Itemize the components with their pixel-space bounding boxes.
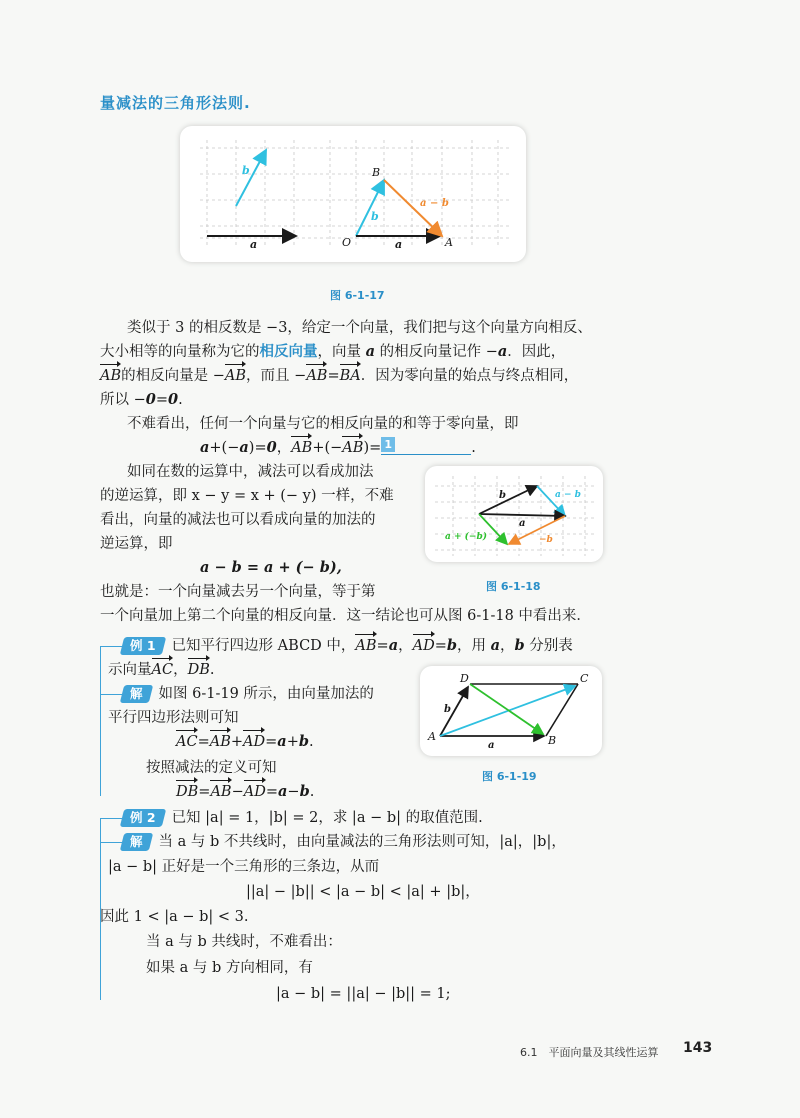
label-a-minus-b: a − b: [420, 198, 449, 209]
label-A: A: [428, 730, 436, 743]
solution2-eq2: |a − b| = ||a| − |b|| = 1;: [276, 986, 451, 1002]
text: +(−: [209, 440, 240, 456]
vector-b: [479, 486, 537, 514]
para3-equation: a − b = a + (− b),: [200, 559, 342, 576]
example2-line1: [122, 806, 483, 830]
text: +: [286, 734, 299, 750]
text: 如图 6-1-19 所示，由向量加法的: [158, 686, 374, 702]
text: =: [197, 734, 210, 750]
label-point-O: O: [342, 236, 352, 249]
label-a: a: [519, 518, 526, 529]
solution1-line1: [122, 682, 374, 706]
figure-6-1-18: [425, 466, 603, 562]
text: .: [471, 440, 476, 456]
label-b: b: [444, 704, 451, 715]
label-point-B: B: [372, 166, 381, 179]
vector-AC: [440, 686, 575, 736]
figure-6-1-17: [180, 126, 526, 262]
blank-number: 1: [381, 437, 395, 452]
text: )=: [363, 440, 382, 456]
solution2-rule: [100, 842, 124, 843]
fill-blank-1[interactable]: [381, 436, 471, 455]
solution2-eq1: ||a| − |b|| < |a − b| < |a| + |b|，: [246, 884, 480, 900]
text: .: [178, 392, 183, 408]
text: 示向量: [108, 662, 152, 678]
para3-line2: 的逆运算，即 x − y = x + (− y) 一样，不难: [100, 488, 394, 504]
solution1-rule: [100, 694, 124, 695]
text: ，: [398, 638, 413, 654]
para3-line5: 也就是：一个向量减去另一个向量，等于第: [100, 584, 376, 600]
text: ，: [276, 440, 292, 456]
text: =: [434, 638, 447, 654]
vector: a: [490, 637, 501, 654]
example1-line1: [122, 634, 573, 658]
para1-line3: [100, 364, 578, 388]
vector-DB: [470, 684, 543, 734]
tag-text: 例 2: [130, 810, 156, 825]
para3-line1: 如同在数的运算中，减法可以看成加法: [127, 464, 374, 480]
figure-6-1-19: [420, 666, 602, 756]
vector-a: [479, 514, 565, 516]
text: ，向量: [317, 344, 361, 360]
vector: b: [298, 733, 309, 750]
text: 大小相等的向量称为它的: [100, 344, 260, 360]
term-opposite-vector: 相反向量: [259, 343, 318, 360]
example1-tag: [120, 637, 166, 655]
label-a-left: a: [250, 238, 258, 251]
vector-AC: AC: [152, 658, 174, 682]
caption-6-1-18: 图 6-1-18: [486, 580, 541, 593]
text: ．因为零向量的始点与终点相同，: [360, 368, 579, 384]
vector-AB: AB: [342, 436, 363, 460]
vector-AC: AC: [176, 730, 198, 754]
vector-DB: DB: [176, 780, 198, 804]
text: 当 a 与 b 不共线时，由向量减法的三角形法则可知，|a|，|b|，: [158, 834, 566, 850]
vector: a: [388, 637, 399, 654]
zero-vector: 0: [145, 391, 156, 408]
para1-line2: [100, 340, 565, 364]
label-a-minus-b: a − b: [555, 490, 581, 500]
label-b-left: b: [242, 164, 250, 177]
vector-AB: AB: [210, 730, 231, 754]
text: .: [309, 784, 315, 800]
tag-text: 解: [130, 686, 143, 701]
solution2-line2: |a − b| 正好是一个三角形的三条边，从而: [108, 859, 380, 875]
vector-AD: AD: [243, 730, 265, 754]
vector-AD: AD: [244, 780, 266, 804]
vector: a: [278, 783, 288, 800]
solution2-line1: [122, 830, 566, 854]
vector-AB: AB: [355, 634, 376, 658]
text: 分别表: [529, 638, 573, 654]
solution1-tag: [120, 685, 153, 703]
zero-vector: 0: [168, 391, 179, 408]
vector: a: [200, 439, 210, 456]
vector-AB: AB: [100, 364, 121, 388]
solution2-line5: 如果 a 与 b 方向相同，有: [146, 960, 313, 976]
text: −: [287, 784, 300, 800]
text: ，: [500, 638, 515, 654]
text: =: [327, 368, 340, 384]
para3-line4: 逆运算，即: [100, 536, 173, 552]
example1-side-rule: [100, 646, 101, 796]
text: =: [376, 638, 389, 654]
vector: b: [446, 637, 458, 654]
para1-line1: [127, 316, 592, 340]
caption-6-1-17: 图 6-1-17: [330, 289, 385, 302]
vector-AD: AD: [413, 634, 435, 658]
text: .: [209, 662, 215, 678]
page-number: 143: [683, 1040, 713, 1056]
label-D: D: [460, 672, 469, 685]
para2-line1: 不难看出，任何一个向量与它的相反向量的和等于零向量，即: [127, 416, 519, 432]
label-a-plus-neg-b: a + (−b): [445, 532, 487, 542]
vector-neg-b: [509, 516, 565, 544]
figure-6-1-19-diagram: [420, 666, 602, 756]
text: =: [265, 784, 278, 800]
vector: a: [365, 343, 376, 360]
vector: b: [514, 637, 525, 654]
para3-line3: 看出，向量的减法也可以看成向量的加法的: [100, 512, 376, 528]
text: 已知平行四边形 ABCD 中，: [171, 638, 356, 654]
text: 已知 |a| = 1，|b| = 2，求 |a − b| 的取值范围.: [171, 810, 483, 826]
example2-tag: [120, 809, 166, 827]
text: 的相反向量是 −: [121, 368, 225, 384]
example2-top-rule: [100, 818, 124, 819]
solution1-eq2: [176, 780, 314, 804]
text: 的相反向量记作 −: [379, 344, 498, 360]
para1-line4: [100, 388, 183, 412]
text: 所以 −: [100, 392, 146, 408]
vector-DB: DB: [188, 658, 210, 682]
tag-text: 例 1: [130, 638, 156, 653]
vector: a: [277, 733, 287, 750]
text: =: [265, 734, 278, 750]
vector-b-right: [356, 180, 384, 236]
label-point-A: A: [445, 236, 453, 249]
section-heading: 量减法的三角形法则.: [100, 94, 251, 112]
text: +: [230, 734, 244, 750]
figure-6-1-17-diagram: [180, 126, 526, 262]
text: .: [309, 734, 314, 750]
label-b: b: [499, 490, 506, 501]
label-B: B: [548, 734, 557, 747]
vector-AB: AB: [291, 436, 312, 460]
vector-b-left: [236, 150, 266, 206]
para2-equation: [200, 436, 476, 460]
vector: b: [299, 783, 310, 800]
label-neg-b: −b: [539, 535, 553, 545]
solution1-eq1: [176, 730, 314, 754]
vector-AB: AB: [210, 780, 231, 804]
solution2-tag: [120, 833, 153, 851]
vector: a: [239, 439, 249, 456]
vector-BA: BA: [340, 364, 361, 388]
label-a-right: a: [395, 238, 403, 251]
text: 类似于 3 的相反数是 −3，给定一个向量，我们把与这个向量方向相反、: [127, 320, 592, 336]
label-a: a: [488, 740, 495, 751]
text: ，而且 −: [246, 368, 307, 384]
text: ，用: [457, 638, 487, 654]
para3-line6: 一个向量加上第二个向量的相反向量．这一结论也可从图 6-1-18 中看出来．: [100, 608, 591, 624]
solution1-line2: 平行四边形法则可知: [108, 710, 239, 726]
side-CB: [546, 684, 578, 736]
label-C: C: [580, 672, 589, 685]
vector-AB: AB: [225, 364, 246, 388]
text: ．因此，: [507, 344, 566, 360]
footer-section-title: 6.1 平面向量及其线性运算: [520, 1046, 659, 1059]
grid: [200, 140, 510, 248]
solution2-line3: 因此 1 < |a − b| < 3.: [100, 909, 249, 925]
solution1-line3: 按照减法的定义可知: [146, 760, 277, 776]
figure-6-1-18-diagram: [425, 466, 603, 562]
zero-vector: 0: [266, 439, 277, 456]
caption-6-1-19: 图 6-1-19: [482, 770, 537, 783]
solution2-line4: 当 a 与 b 共线时，不难看出：: [146, 934, 342, 950]
text: =: [198, 784, 211, 800]
text: −: [231, 784, 244, 800]
text: +(−: [312, 440, 343, 456]
text: )=: [248, 440, 267, 456]
text: =: [155, 392, 169, 408]
tag-text: 解: [130, 834, 143, 849]
label-b-right: b: [371, 210, 379, 223]
grid: [435, 476, 595, 556]
vector-AB: AB: [306, 364, 327, 388]
text: ，: [173, 662, 188, 678]
example1-line2: [108, 658, 214, 682]
vector: a: [497, 343, 508, 360]
